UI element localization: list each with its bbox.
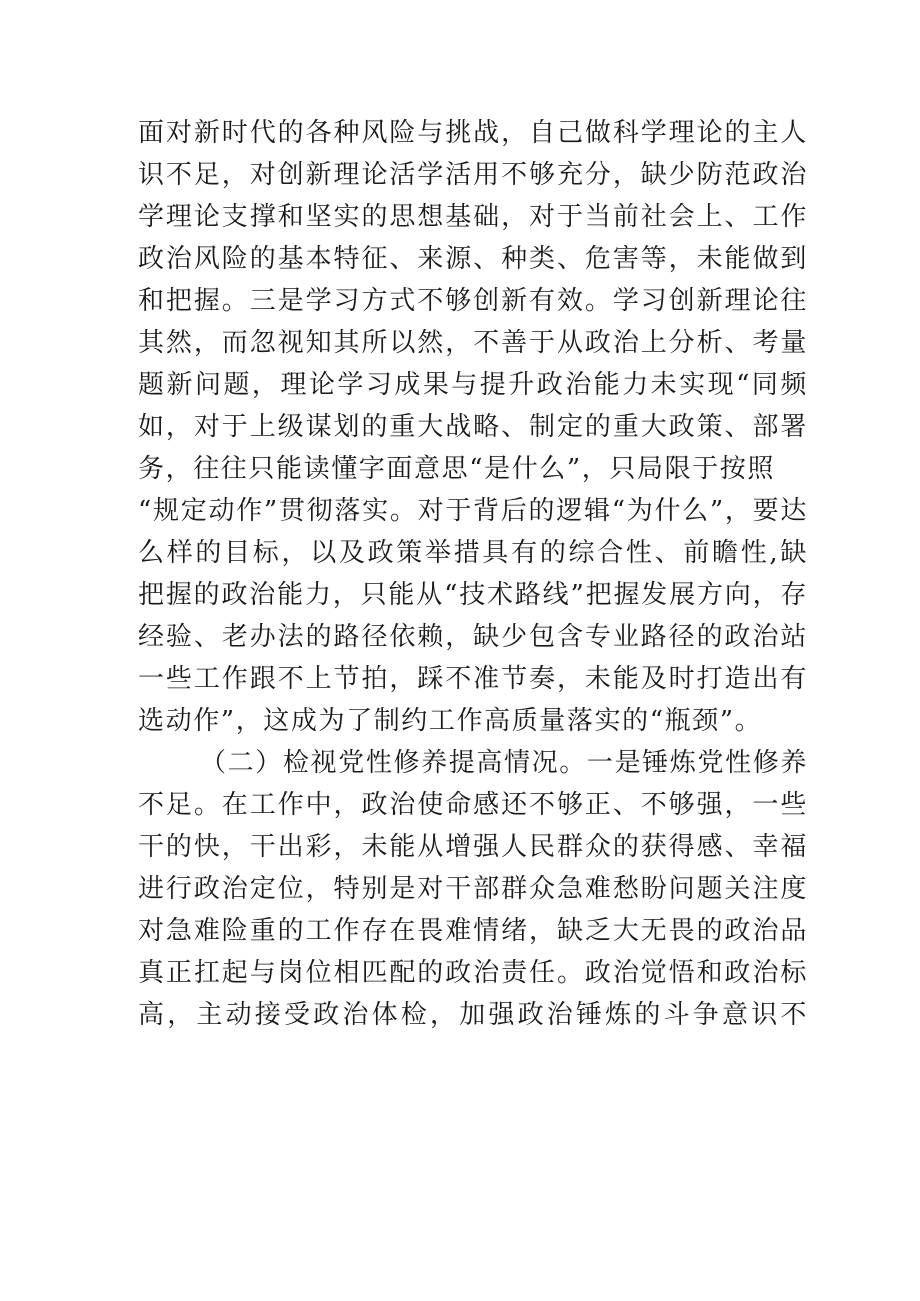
text-line: 选动作”，这成为了制约工作高质量落实的“瓶颈”。: [138, 706, 763, 736]
text-line: 干的快，干出彩，未能从增强人民群众的获得感、幸福: [138, 832, 808, 862]
text-line: 真正扛起与岗位相匹配的政治责任。政治觉悟和政治标: [138, 958, 808, 988]
text-line: 对急难险重的工作存在畏难情绪，缺乏大无畏的政治品: [138, 916, 808, 946]
text-line: 政治风险的基本特征、来源、种类、危害等，未能做到: [138, 244, 808, 274]
text-line: 把握的政治能力，只能从“技术路线”把握发展方向，存: [138, 580, 808, 610]
text-line: 经验、老办法的路径依赖，缺少包含专业路径的政治站: [138, 622, 808, 652]
text-line: 如，对于上级谋划的重大战略、制定的重大政策、部署: [138, 412, 808, 442]
text-line: 进行政治定位，特别是对干部群众急难愁盼问题关注度: [138, 874, 808, 904]
text-line: 务，往往只能读懂字面意思“是什么”，只局限于按照: [138, 454, 775, 484]
section-heading-line: （二）检视党性修养提高情况。一是锤炼党性修养: [200, 748, 808, 778]
text-line: 题新问题，理论学习成果与提升政治能力未实现“同频: [138, 370, 808, 400]
text-line: 一些工作跟不上节拍，踩不准节奏，未能及时打造出有: [138, 664, 808, 694]
body-text: [138, 112, 808, 1036]
text-line: 和把握。三是学习方式不够创新有效。学习创新理论往: [138, 286, 808, 316]
text-line: “规定动作”贯彻落实。对于背后的逻辑“为什么”，要达: [138, 496, 808, 526]
text-line: 学理论支撑和坚实的思想基础，对于当前社会上、工作: [138, 202, 808, 232]
text-line: 高，主动接受政治体检，加强政治锤炼的斗争意识不: [138, 1000, 808, 1030]
text-line: 么样的目标，以及政策举措具有的综合性、前瞻性,缺: [138, 538, 808, 568]
text-line: 面对新时代的各种风险与挑战，自己做科学理论的主人: [138, 118, 808, 148]
text-line: 不足。在工作中，政治使命感还不够正、不够强，一些: [138, 790, 808, 820]
text-line: 识不足，对创新理论活学活用不够充分，缺少防范政治: [138, 160, 808, 190]
text-line: 其然，而忽视知其所以然，不善于从政治上分析、考量: [138, 328, 808, 358]
